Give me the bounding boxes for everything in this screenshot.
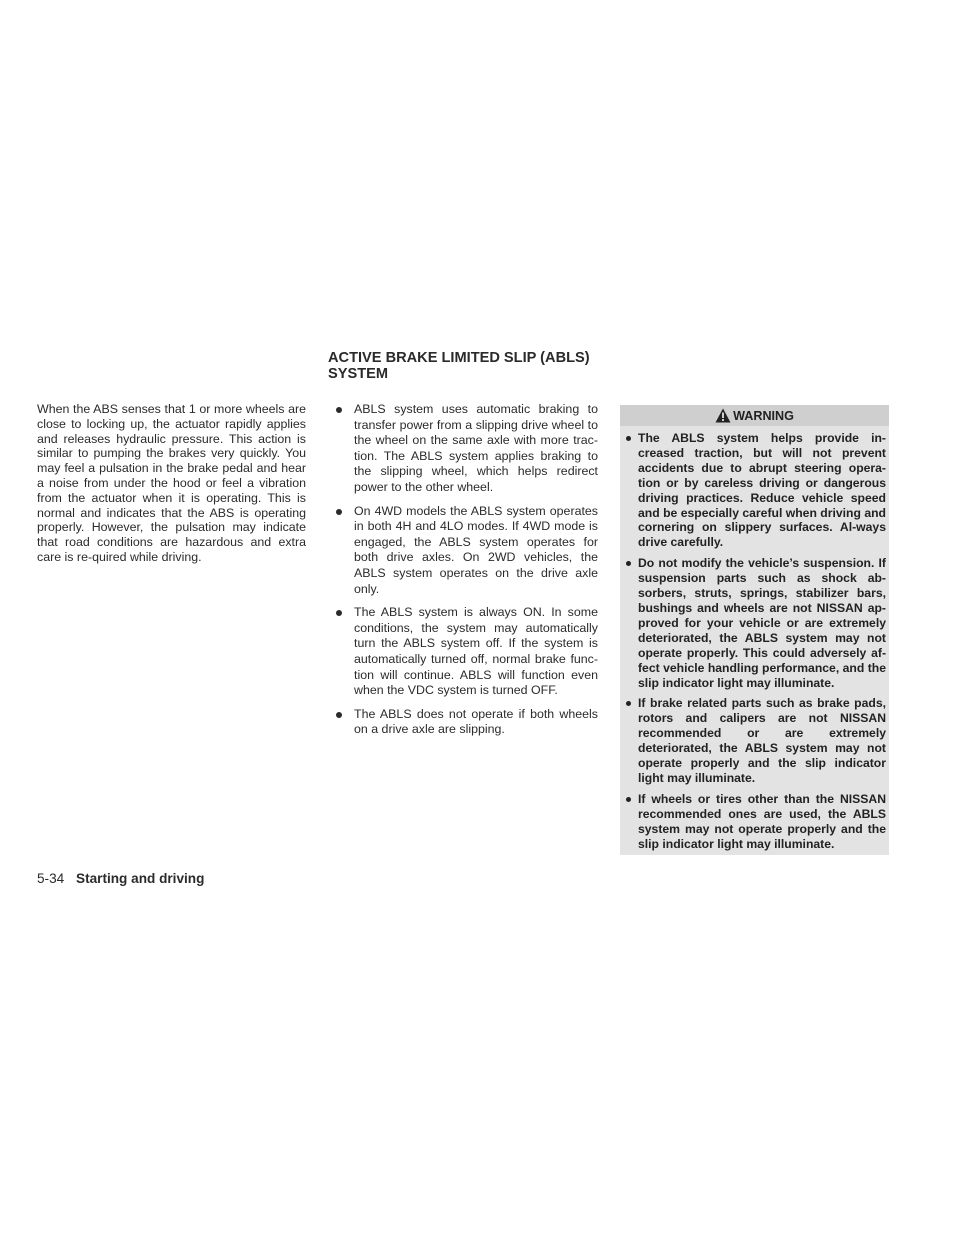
abs-paragraph: When the ABS senses that 1 or more wheels are close to locking up, the actuator rapidly applies and releases hydraulic pressure. This action is similar to pumping the brakes very quickly. You may feel a pulsation in the brake pedal and hear a noise from under the hood or feel a vibration from the actuator when it is operating. This is normal and indicates that the ABS is operating properly. However, the pulsation may indicate that road conditions are hazardous and extra care is re-quired while driving.: [37, 402, 306, 564]
abls-bullet-list: [333, 402, 598, 738]
warning-item: If brake related parts such as brake pads, rotors and calipers are not NISSAN recommended or are extremely deteriorated, the ABLS system may not operate properly and the slip indicator light may illuminate.: [623, 696, 886, 785]
bullet-icon: [626, 797, 631, 802]
footer-section-name: Starting and driving: [76, 871, 205, 886]
warning-box: [620, 405, 889, 855]
page-number: 5-34: [37, 871, 65, 886]
section-title-line-1: ACTIVE BRAKE LIMITED SLIP (ABLS): [328, 350, 590, 366]
abls-bullet-item: ABLS system uses automatic braking to transfer power from a slipping drive wheel to the wheel on the same axle with more trac-tion. The ABLS system applies braking to the slipping wheel, which helps redirect power to the other wheel.: [333, 402, 598, 496]
abls-bullets-column: [333, 402, 598, 746]
warning-item: The ABLS system helps provide in-creased traction, but will not prevent accidents due to abrupt steering opera-tion or by careless driving or dangerous driving practices. Reduce vehicle speed and be especially careful when driving and cornering on slippery surfaces. Al-ways drive carefully.: [623, 431, 886, 550]
bullet-icon: [336, 712, 342, 718]
warning-triangle-icon: [715, 408, 731, 423]
bullet-icon: [336, 610, 342, 616]
warning-header: [620, 405, 889, 426]
warning-item: Do not modify the vehicle’s suspension. If suspension parts such as shock ab-sorbers, struts, springs, stabilizer bars, bushings and wheels are not NISSAN ap-proved for your vehicle or are extremely deteriorated, the ABLS system may not operate properly. This could adversely af-fect vehicle handling performance, and the slip indicator light may illuminate.: [623, 556, 886, 690]
bullet-icon: [336, 509, 342, 515]
warning-label: WARNING: [733, 408, 794, 423]
section-title: [328, 350, 618, 382]
page-footer: [37, 871, 204, 886]
abls-bullet-item: On 4WD models the ABLS system operates in both 4H and 4LO modes. If 4WD mode is engaged, the ABLS system operates for both drive axles. On 2WD vehicles, the ABLS system operates on the drive axle only.: [333, 504, 598, 598]
abls-bullet-item: The ABLS system is always ON. In some conditions, the system may automatically turn the ABLS system off. If the system is automatically turned off, normal brake func-tion will continue. ABLS will function even when the VDC system is turned OFF.: [333, 605, 598, 699]
warning-item: If wheels or tires other than the NISSAN recommended ones are used, the ABLS system may not operate properly and the slip indicator light may illuminate.: [623, 792, 886, 852]
bullet-icon: [626, 436, 631, 441]
abs-description: [37, 402, 306, 565]
section-title-line-2: SYSTEM: [328, 366, 389, 382]
warning-list: [620, 426, 889, 851]
bullet-icon: [336, 407, 342, 413]
bullet-icon: [626, 561, 631, 566]
abls-bullet-item: The ABLS does not operate if both wheels on a drive axle are slipping.: [333, 707, 598, 738]
bullet-icon: [626, 701, 631, 706]
